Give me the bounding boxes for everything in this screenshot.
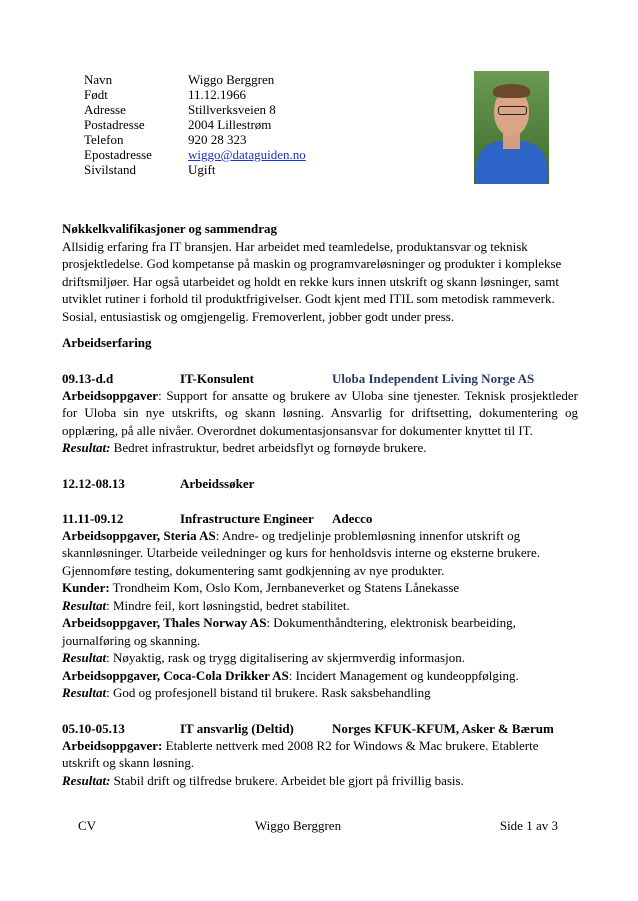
experience-heading: Arbeidserfaring — [62, 335, 152, 350]
job-period: 12.12-08.13 — [62, 475, 125, 491]
job-header — [62, 510, 578, 527]
summary-text: Allsidig erfaring fra IT bransjen. Har arbeidet med teamledelse, produktansvar og teknisk prosjektledelse. God kompetanse på maskin og programvareløsninger og produkter i komplekse driftsmiljøer. Har også utarbeidet og holdt en rekke kurs innen utskrift og skann løsninger, samt utviklet rutiner i forhold til produktfrigivelser. Godt kjent med ITIL som metodisk rammeverk. Sosial, entusiastisk og omgjengelig. Fremoverlent, jobber godt under press. — [62, 238, 562, 324]
info-row-name — [84, 72, 306, 87]
job-result: Resultat: Nøyaktig, rask og trygg digitalisering av skjermverdig informasjon. — [62, 650, 465, 665]
info-value: Ugift — [188, 162, 216, 177]
job-period: 05.10-05.13 — [62, 720, 125, 736]
info-label: Telefon — [84, 132, 124, 147]
job-period: 09.13-d.d — [62, 370, 114, 386]
profile-photo — [474, 71, 549, 184]
info-label: Adresse — [84, 102, 126, 117]
job-tasks: Arbeidsoppgaver, Coca-Cola Drikker AS: Incidert Management og kundeoppfølging. — [62, 667, 519, 683]
footer-left: CV — [78, 818, 97, 833]
job-title: IT-Konsulent — [180, 370, 254, 386]
job-result: Resultat: Bedret infrastruktur, bedret arbeidsflyt og fornøyde brukere. — [62, 440, 427, 455]
info-row-email — [84, 147, 306, 162]
cv-content — [62, 220, 578, 789]
job-title: Infrastructure Engineer — [180, 510, 314, 526]
info-row-postal — [84, 117, 306, 132]
job-header — [62, 370, 578, 387]
summary-heading: Nøkkelkvalifikasjoner og sammendrag — [62, 221, 277, 236]
info-label: Navn — [84, 72, 113, 87]
info-value: Wiggo Berggren — [188, 72, 275, 87]
info-label: Postadresse — [84, 117, 145, 132]
job-title: IT ansvarlig (Deltid) — [180, 720, 294, 736]
personal-info — [84, 72, 306, 177]
info-label: Epostadresse — [84, 147, 152, 162]
job-company: Adecco — [332, 510, 373, 526]
info-value: 11.12.1966 — [188, 87, 247, 102]
job-header — [62, 475, 578, 492]
info-label: Født — [84, 87, 108, 102]
job-period: 11.11-09.12 — [62, 510, 124, 526]
footer-page-number: Side 1 av 3 — [499, 818, 558, 833]
job-result: Resultat: Mindre feil, kort løsningstid, bedret stabilitet. — [62, 597, 350, 613]
info-value: 2004 Lillestrøm — [188, 117, 272, 132]
info-value: 920 28 323 — [188, 132, 247, 147]
job-company: Norges KFUK-KFUM, Asker & Bærum — [332, 720, 554, 736]
info-label: Sivilstand — [84, 162, 137, 177]
page-footer — [78, 818, 558, 834]
job-company: Uloba Independent Living Norge AS — [332, 370, 535, 386]
info-value: Stillverksveien 8 — [188, 102, 276, 117]
info-row-address — [84, 102, 306, 117]
job-header — [62, 720, 578, 737]
job-tasks: Arbeidsoppgaver: Support for ansatte og brukere av Uloba sine tjenester. Teknisk prosjektleder for Uloba sin nye utskrifts, og skann løsning. Ansvarlig for driftsetting, dokumentering og opplæring, på alle nivåer. Overordnet dokumentasjonsansvar for dokumenter knyttet til IT. — [62, 387, 578, 438]
info-row-born — [84, 87, 306, 102]
email-link[interactable]: wiggo@dataguiden.no — [188, 147, 306, 162]
job-tasks: Arbeidsoppgaver, Steria AS: Andre- og tredjelinje problemløsning innenfor utskrift og skannløsninger. Utarbeide veiledninger og kurs for henholdsvis interne og eksterne brukere. Gjennomføre testing, dokumentering samt godkjenning av nye produkter. — [62, 527, 540, 578]
job-result: Resultat: Stabil drift og tilfredse brukere. Arbeidet ble gjort på frivillig basis. — [62, 772, 464, 788]
footer-center: Wiggo Berggren — [254, 818, 342, 833]
info-row-status — [84, 162, 306, 177]
info-row-phone — [84, 132, 306, 147]
job-customers: Kunder: Trondheim Kom, Oslo Kom, Jernbaneverket og Statens Lånekasse — [62, 580, 460, 595]
job-tasks: Arbeidsoppgaver, Thales Norway AS: Dokumenthåndtering, elektronisk bearbeiding, journalføring og skanning. — [62, 615, 516, 648]
job-tasks: Arbeidsoppgaver: Etablerte nettverk med 2008 R2 for Windows & Mac brukere. Etablerte utskrift og skann løsning. — [62, 737, 539, 770]
job-result: Resultat: God og profesjonell bistand til brukere. Rask saksbehandling — [62, 685, 431, 700]
job-title: Arbeidssøker — [180, 475, 255, 491]
